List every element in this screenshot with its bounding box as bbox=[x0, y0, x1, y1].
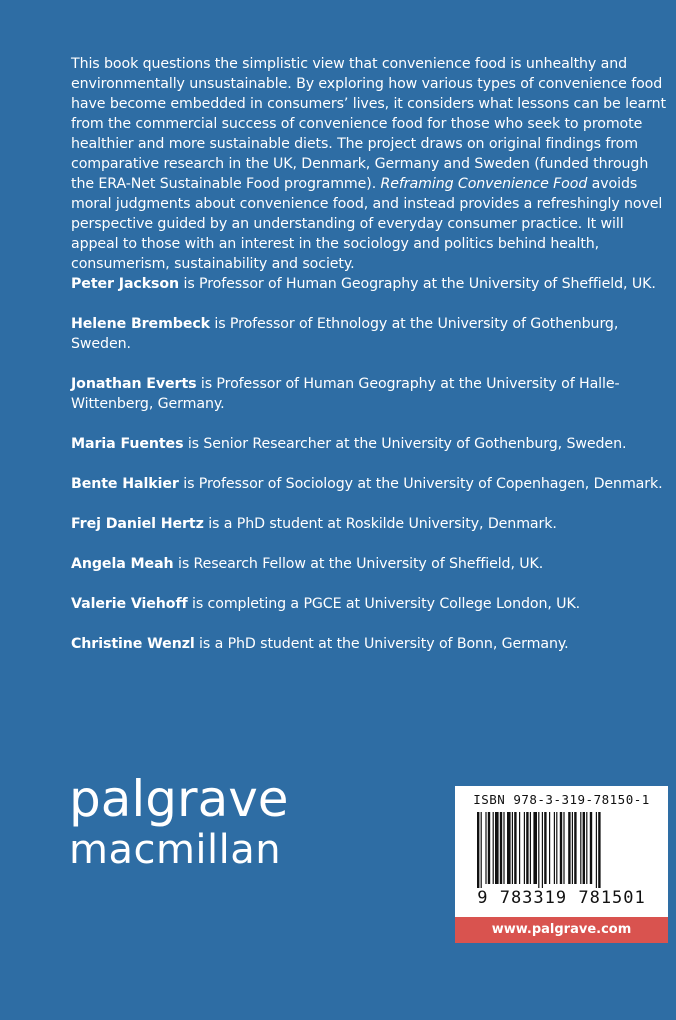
author-bio bbox=[71, 474, 669, 494]
barcode-icon bbox=[477, 812, 647, 888]
isbn-digits: 9 783319 781501 bbox=[477, 888, 646, 908]
author-name: Helene Brembeck bbox=[71, 316, 210, 332]
publisher-logo-line1: palgrave bbox=[69, 770, 289, 828]
author-name: Jonathan Everts bbox=[71, 376, 197, 392]
author-description: is a PhD student at Roskilde University, Denmark. bbox=[203, 516, 557, 532]
author-description: is Research Fellow at the University of Sheffield, UK. bbox=[173, 556, 544, 572]
author-bio bbox=[71, 374, 669, 414]
author-bios bbox=[71, 274, 669, 674]
author-name: Christine Wenzl bbox=[71, 636, 195, 652]
author-name: Angela Meah bbox=[71, 556, 174, 572]
book-blurb bbox=[71, 54, 669, 274]
isbn-barcode-box bbox=[455, 786, 668, 943]
author-bio bbox=[71, 634, 669, 654]
author-description: is Professor of Ethnology at the University of Gothenburg, Sweden. bbox=[71, 316, 619, 352]
book-title: Reframing Convenience Food bbox=[380, 176, 588, 192]
author-name: Maria Fuentes bbox=[71, 436, 184, 452]
blurb-text-end: avoids moral judgments about convenience food, and instead provides a refreshingly novel perspective guided by an understanding of everyday consumer practice. It will appeal to those with an interest in the sociology and politics behind health, consumerism, sustainability and society. bbox=[71, 176, 663, 272]
author-description: is Professor of Sociology at the University of Copenhagen, Denmark. bbox=[178, 476, 663, 492]
author-description: is Professor of Human Geography at the University of Halle-Wittenberg, Germany. bbox=[71, 376, 620, 412]
author-description: is completing a PGCE at University College London, UK. bbox=[187, 596, 581, 612]
author-name: Frej Daniel Hertz bbox=[71, 516, 204, 532]
isbn-label: ISBN 978-3-319-78150-1 bbox=[473, 792, 650, 807]
author-description: is Senior Researcher at the University of Gothenburg, Sweden. bbox=[183, 436, 627, 452]
blurb-text-start: This book questions the simplistic view that convenience food is unhealthy and environmentally unsustainable. By exploring how various types of convenience food have become embedded in consumers’ lives, it considers what lessons can be learnt from the commercial success of convenience food for those who seek to promote healthier and more sustainable diets. The project draws on original findings from comparative research in the UK, Denmark, Germany and Sweden (funded through the ERA-Net Sustainable Food programme). bbox=[71, 56, 666, 192]
author-bio bbox=[71, 434, 669, 454]
author-bio bbox=[71, 594, 669, 614]
publisher-logo bbox=[69, 772, 289, 872]
author-bio bbox=[71, 274, 669, 294]
author-description: is Professor of Human Geography at the University of Sheffield, UK. bbox=[179, 276, 656, 292]
publisher-logo-line2: macmillan bbox=[69, 827, 282, 873]
publisher-website: www.palgrave.com bbox=[455, 917, 668, 943]
author-bio bbox=[71, 314, 669, 354]
author-name: Bente Halkier bbox=[71, 476, 179, 492]
author-bio bbox=[71, 554, 669, 574]
author-name: Valerie Viehoff bbox=[71, 596, 188, 612]
author-description: is a PhD student at the University of Bonn, Germany. bbox=[194, 636, 569, 652]
author-bio bbox=[71, 514, 669, 534]
author-name: Peter Jackson bbox=[71, 276, 180, 292]
